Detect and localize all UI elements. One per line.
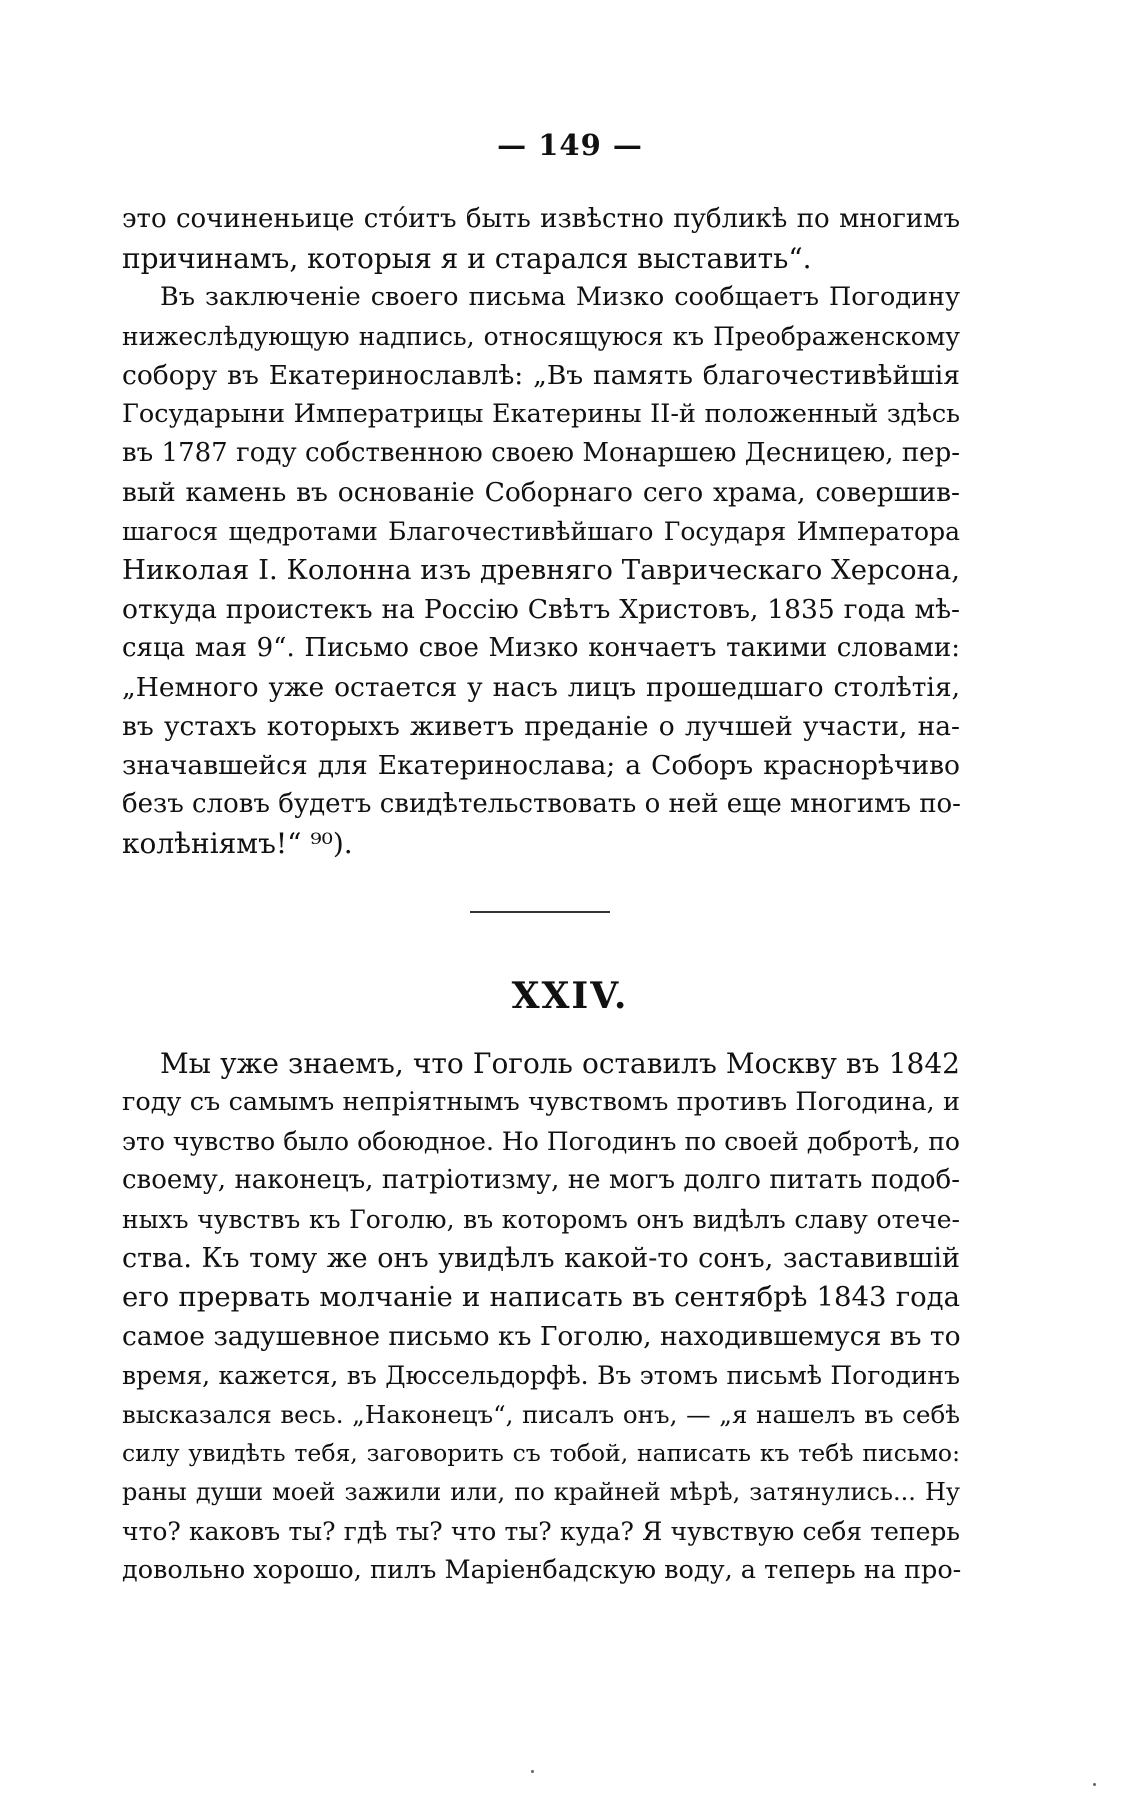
text-line: своему, наконецъ, патріотизму, не могъ долго питать подоб- — [122, 1165, 960, 1195]
text-line: ства. Къ тому же онъ увидѣлъ какой-то сонъ, заставившій — [122, 1243, 960, 1274]
text-line: причинамъ, которыя я и старался выставить“. — [122, 242, 812, 275]
text-line: время, кажется, въ Дюссельдорфѣ. Въ этомъ письмѣ Погодинъ — [122, 1361, 960, 1390]
text-line: откуда проистекъ на Россію Свѣтъ Христовъ, 1835 года мѣ- — [122, 594, 960, 625]
paper-speck — [531, 1770, 534, 1773]
section-divider — [470, 911, 610, 913]
text-line: собору въ Екатеринославлѣ: „Въ память благочестивѣйшія — [122, 360, 960, 391]
text-line: Мы уже знаемъ, что Гоголь оставилъ Москву въ 1842 — [160, 1047, 960, 1080]
paragraph-block-bottom — [122, 1044, 960, 1590]
text-line: значавшейся для Екатеринослава; а Соборъ краснорѣчиво — [122, 750, 960, 781]
text-line: въ устахъ которыхъ живетъ преданіе о лучшей участи, на- — [122, 711, 960, 742]
text-line: сяца мая 9“. Письмо свое Мизко кончаетъ такими словами: — [122, 633, 960, 663]
text-line: довольно хорошо, пилъ Маріенбадскую воду, а теперь на про- — [122, 1555, 962, 1585]
text-line: „Немного уже остается у насъ лицъ прошедшаго столѣтія, — [122, 672, 960, 703]
text-line: году съ самымъ непріятнымъ чувствомъ противъ Погодина, и — [122, 1087, 960, 1117]
text-line: это чувство было обоюдное. Но Погодинъ по своей добротѣ, по — [122, 1127, 960, 1156]
text-line: силу увидѣть тебя, заговорить съ тобой, написать къ тебѣ письмо: — [122, 1439, 960, 1467]
text-line: раны души моей зажили или, по крайней мѣрѣ, затянулись... Ну — [122, 1478, 960, 1506]
text-line: Государыни Императрицы Екатерины II-й положенный здѣсь — [122, 399, 960, 429]
section-heading: XXIV. — [511, 975, 629, 1017]
paragraph-block-top — [122, 200, 960, 863]
text-line: безъ словъ будетъ свидѣтельствовать о ней еще многимъ по- — [122, 789, 961, 819]
page-number: — 149 — — [497, 128, 643, 162]
text-line: въ 1787 году собственною своею Монаршею Десницею, пер- — [122, 438, 960, 468]
text-line: что? каковъ ты? гдѣ ты? что ты? куда? Я чувствую себя теперь — [122, 1517, 960, 1546]
text-line: колѣніямъ!“ ⁹⁰). — [122, 827, 353, 860]
text-line: это сочиненьице стóитъ быть извѣстно публикѣ по многимъ — [122, 204, 960, 234]
paper-speck — [1093, 1783, 1096, 1786]
text-line: высказался весь. „Наконецъ“, писалъ онъ, — „я нашелъ въ себѣ — [122, 1400, 960, 1429]
text-line: шагося щедротами Благочестивѣйшаго Государя Императора — [122, 517, 960, 546]
text-line: самое задушевное письмо къ Гоголю, находившемуся въ то — [122, 1321, 961, 1352]
text-line: вый камень въ основаніе Соборнаго сего храма, совершив- — [122, 477, 960, 508]
text-line: Николая I. Колонна изъ древняго Таврическаго Херсона, — [122, 554, 960, 586]
text-line: его прервать молчаніе и написать въ сентябрѣ 1843 года — [122, 1281, 960, 1313]
text-line: нижеслѣдующую надпись, относящуюся къ Преображенскому — [122, 322, 960, 351]
text-line: ныхъ чувствъ къ Гоголю, въ которомъ онъ видѣлъ славу отече- — [122, 1205, 960, 1234]
text-line: Въ заключеніе своего письма Мизко сообщаетъ Погодину — [160, 282, 960, 312]
